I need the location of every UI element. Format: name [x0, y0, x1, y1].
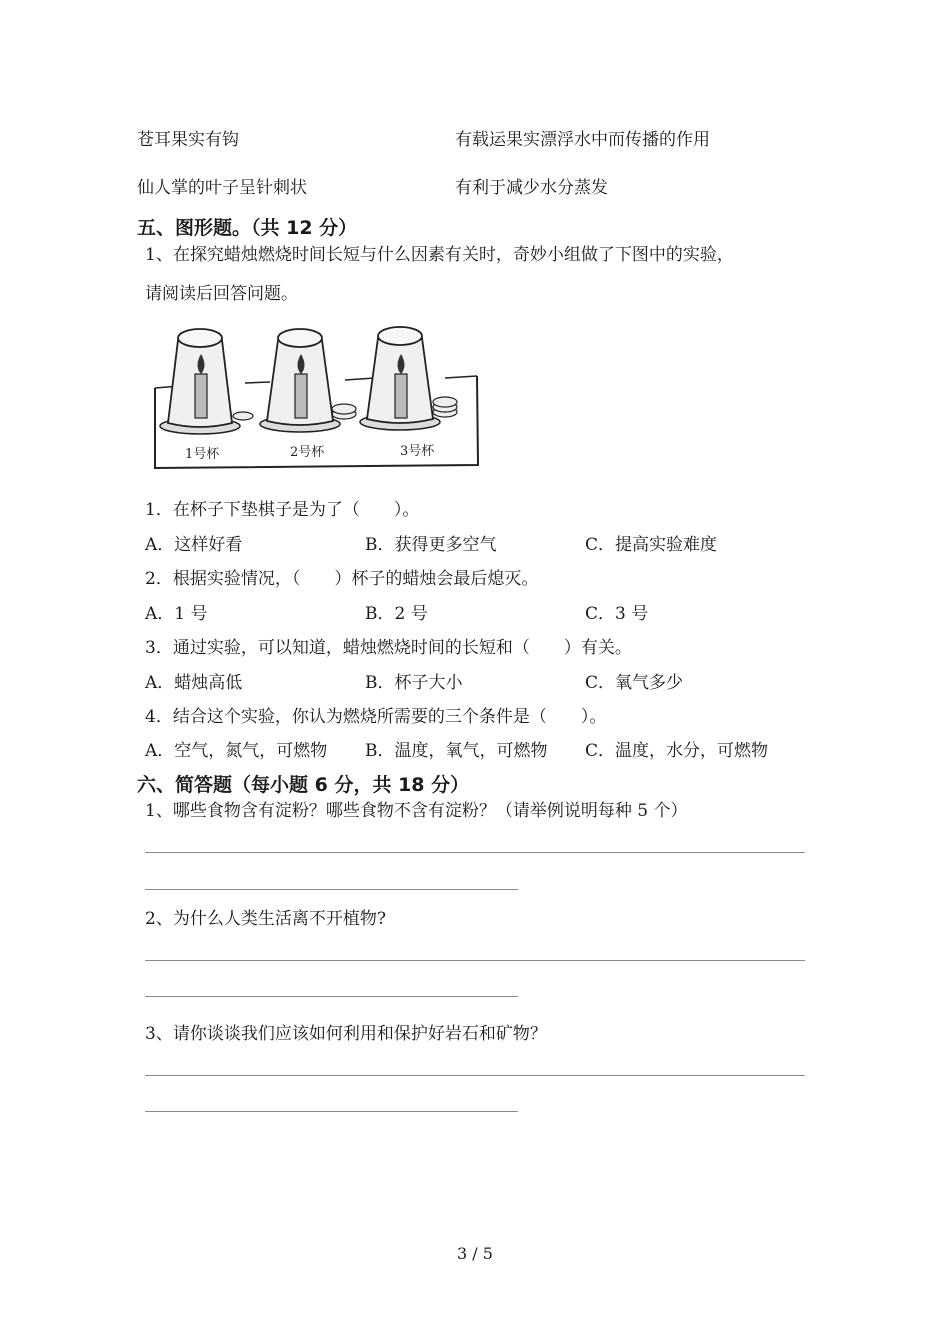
s5-q1-option-a: A．这样好看 [145, 535, 243, 555]
page-number: 3 / 5 [457, 1244, 493, 1263]
answer-line [145, 1111, 518, 1112]
answer-line [145, 852, 805, 853]
figure-label-2: 2号杯 [290, 445, 325, 460]
s5-q1-option-c: C．提高实验难度 [585, 535, 718, 555]
s5-q4-option-c: C．温度，水分，可燃物 [585, 741, 769, 761]
s6-q1: 1、哪些食物含有淀粉？哪些食物不含有淀粉？（请举例说明每种 5 个） [145, 801, 688, 821]
s5-q3-option-c: C．氧气多少 [585, 673, 684, 693]
section6-title: 六、简答题（每小题 6 分，共 18 分） [137, 774, 470, 796]
figure-label-3: 3号杯 [400, 444, 435, 459]
s5-q3-option-b: B．杯子大小 [365, 673, 463, 693]
match-left-2: 仙人掌的叶子呈针刺状 [137, 178, 307, 198]
cup-1 [160, 329, 253, 434]
match-right-1: 有载运果实漂浮水中而传播的作用 [455, 130, 710, 150]
s5-q4-option-b: B．温度，氧气，可燃物 [365, 741, 548, 761]
section5-intro-line1: 1、在探究蜡烛燃烧时间长短与什么因素有关时，奇妙小组做了下图中的实验， [145, 245, 734, 265]
section5-intro-line2: 请阅读后回答问题。 [145, 284, 298, 304]
s5-q4-stem: 4．结合这个实验，你认为燃烧所需要的三个条件是（ ）。 [145, 707, 607, 727]
answer-line [145, 889, 518, 890]
cup-2 [260, 329, 356, 432]
s5-q1-stem: 1．在杯子下垫棋子是为了（ ）。 [145, 500, 420, 520]
match-left-1: 苍耳果实有钩 [137, 130, 239, 150]
answer-line [145, 1075, 805, 1076]
s5-q3-stem: 3．通过实验，可以知道，蜡烛燃烧时间的长短和（ ）有关。 [145, 638, 632, 658]
section5-title: 五、图形题。（共 12 分） [137, 217, 358, 239]
s5-q2-option-a: A．1 号 [145, 604, 208, 624]
cup-3 [360, 327, 457, 430]
figure-label-1: 1号杯 [185, 447, 220, 462]
s5-q4-option-a: A．空气，氮气，可燃物 [145, 741, 328, 761]
match-right-2: 有利于减少水分蒸发 [455, 178, 608, 198]
s5-q2-option-b: B．2 号 [365, 604, 428, 624]
candle-experiment-figure [150, 318, 485, 476]
s5-q3-option-a: A．蜡烛高低 [145, 673, 243, 693]
answer-line [145, 960, 805, 961]
s6-q2: 2、为什么人类生活离不开植物? [145, 909, 386, 929]
s5-q2-stem: 2．根据实验情况，（ ）杯子的蜡烛会最后熄灭。 [145, 569, 539, 589]
s5-q2-option-c: C．3 号 [585, 604, 649, 624]
answer-line [145, 996, 518, 997]
s6-q3: 3、请你谈谈我们应该如何利用和保护好岩石和矿物？ [145, 1024, 547, 1044]
s5-q1-option-b: B．获得更多空气 [365, 535, 497, 555]
